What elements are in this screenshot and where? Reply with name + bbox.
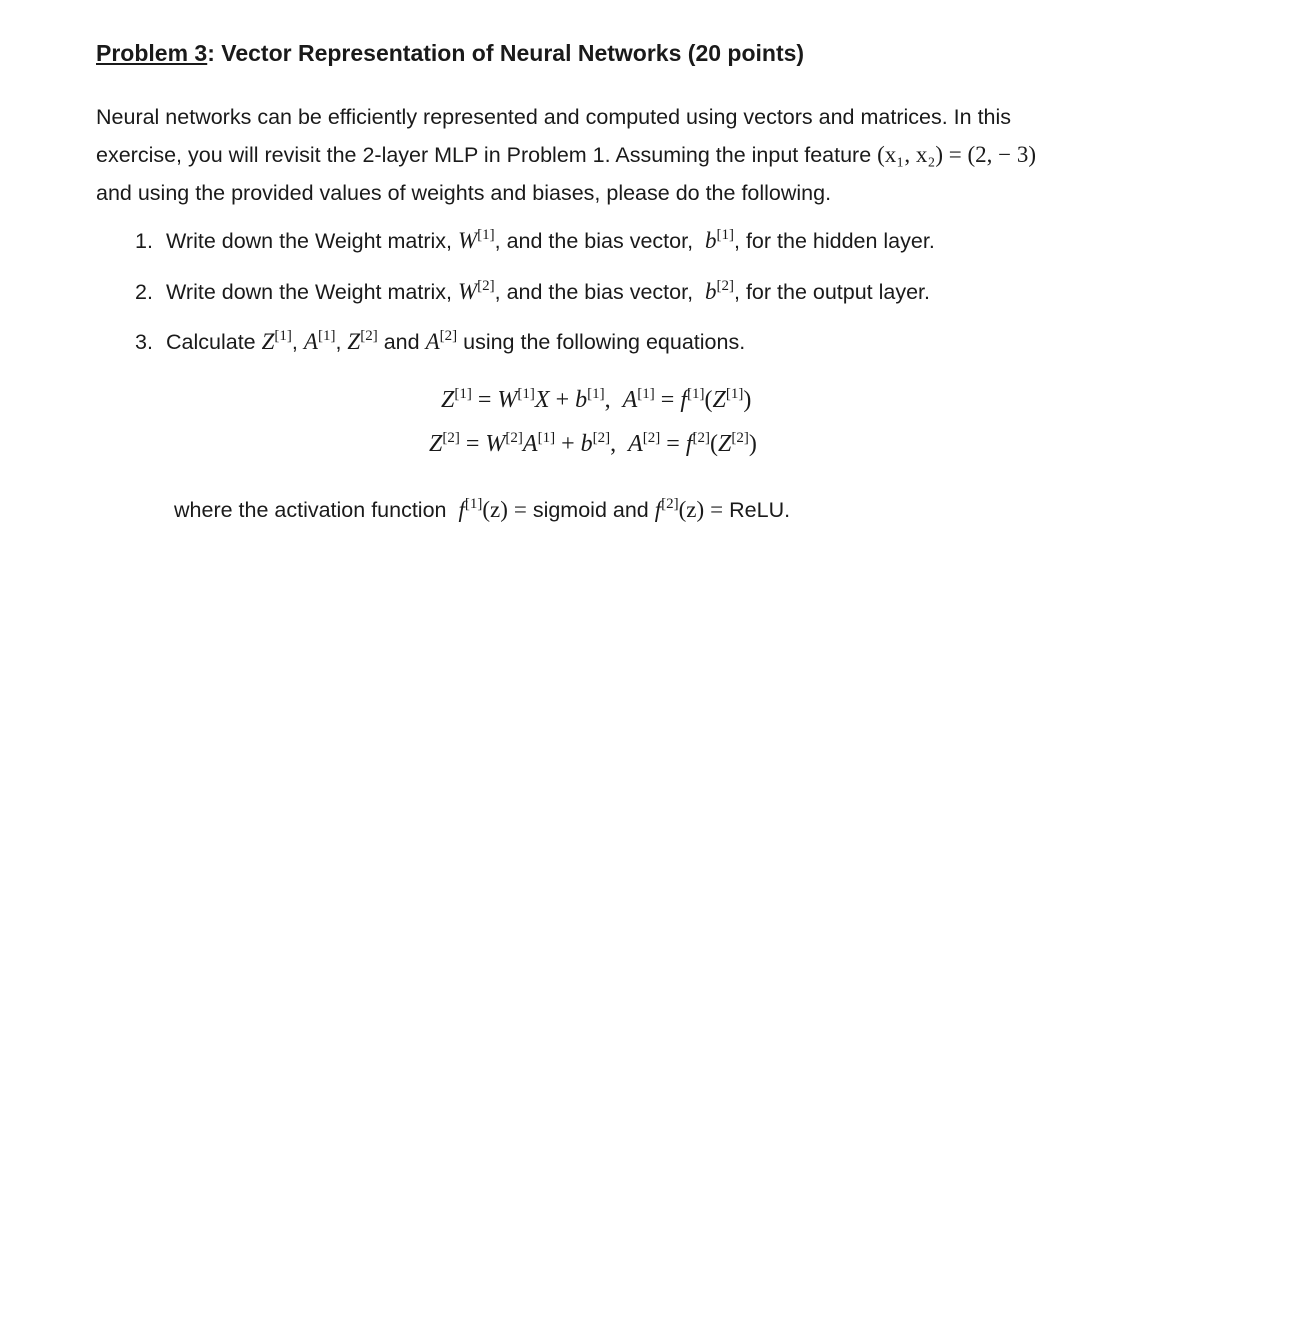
superscript: [2] (439, 328, 458, 344)
task-text: Calculate (166, 330, 256, 354)
problem-title: : Vector Representation of Neural Networks (20 points) (207, 40, 805, 66)
task-number: 2. (135, 280, 153, 304)
arg: (z) (482, 497, 508, 522)
bias-symbol: b (705, 228, 717, 253)
a-symbol: A (303, 329, 318, 354)
superscript: [2] (360, 328, 378, 344)
f-symbol: f (654, 497, 662, 522)
task-3 (135, 329, 745, 355)
superscript: [1] (464, 496, 483, 512)
superscript: [2] (661, 496, 679, 512)
activation-text: sigmoid and (532, 498, 649, 522)
intro-line-3: and using the provided values of weights and biases, please do the following. (96, 181, 832, 205)
task-text: , for the output layer. (734, 280, 931, 304)
comma: , (335, 330, 342, 354)
superscript: [2] (716, 278, 734, 294)
task-1 (135, 228, 935, 254)
superscript: [2] (477, 278, 495, 294)
activation-text: ReLU. (729, 498, 791, 522)
intro-paragraph (96, 98, 1196, 212)
task-text: Write down the Weight matrix, (166, 229, 452, 253)
task-text: Write down the Weight matrix, (166, 280, 452, 304)
task-number: 1. (135, 229, 153, 253)
intro-line-2-text: exercise, you will revisit the 2-layer MLP in Problem 1. Assuming the input feature (96, 143, 872, 167)
input-feature-math: (x₁, x₂) = (2, − 3) (877, 142, 1037, 167)
task-text: , and the bias vector, (494, 280, 694, 304)
task-text: using the following equations. (463, 330, 746, 354)
superscript: [1] (317, 328, 336, 344)
task-text: and (383, 330, 420, 354)
problem-heading (96, 40, 804, 67)
equation-2: Z[2] = W[2]A[1] + b[2], A[2] = f[2](Z[2]) (429, 430, 757, 457)
superscript: [1] (477, 227, 495, 243)
task-text: , and the bias vector, (494, 229, 694, 253)
a-symbol: A (425, 329, 440, 354)
problem-label: Problem 3 (96, 40, 208, 66)
task-text: , for the hidden layer. (734, 229, 935, 253)
superscript: [1] (274, 328, 292, 344)
activation-sentence (174, 497, 790, 523)
task-number: 3. (135, 330, 153, 354)
z-symbol: Z (261, 329, 275, 354)
equals: = (513, 497, 527, 522)
z-symbol: Z (347, 329, 361, 354)
bias-symbol: b (705, 279, 717, 304)
superscript: [1] (716, 227, 734, 243)
equation-1: Z[1] = W[1]X + b[1], A[1] = f[1](Z[1]) (441, 386, 752, 413)
weight-symbol: W (457, 279, 478, 304)
comma: , (291, 330, 298, 354)
activation-text: where the activation function (174, 498, 447, 522)
intro-line-2 (96, 136, 1196, 174)
f-symbol: f (458, 497, 465, 522)
intro-line-1: Neural networks can be efficiently represented and computed using vectors and matrices. In this (96, 105, 1012, 129)
weight-symbol: W (457, 228, 478, 253)
equals: = (710, 497, 724, 522)
arg: (z) (678, 497, 705, 522)
task-2 (135, 279, 930, 305)
